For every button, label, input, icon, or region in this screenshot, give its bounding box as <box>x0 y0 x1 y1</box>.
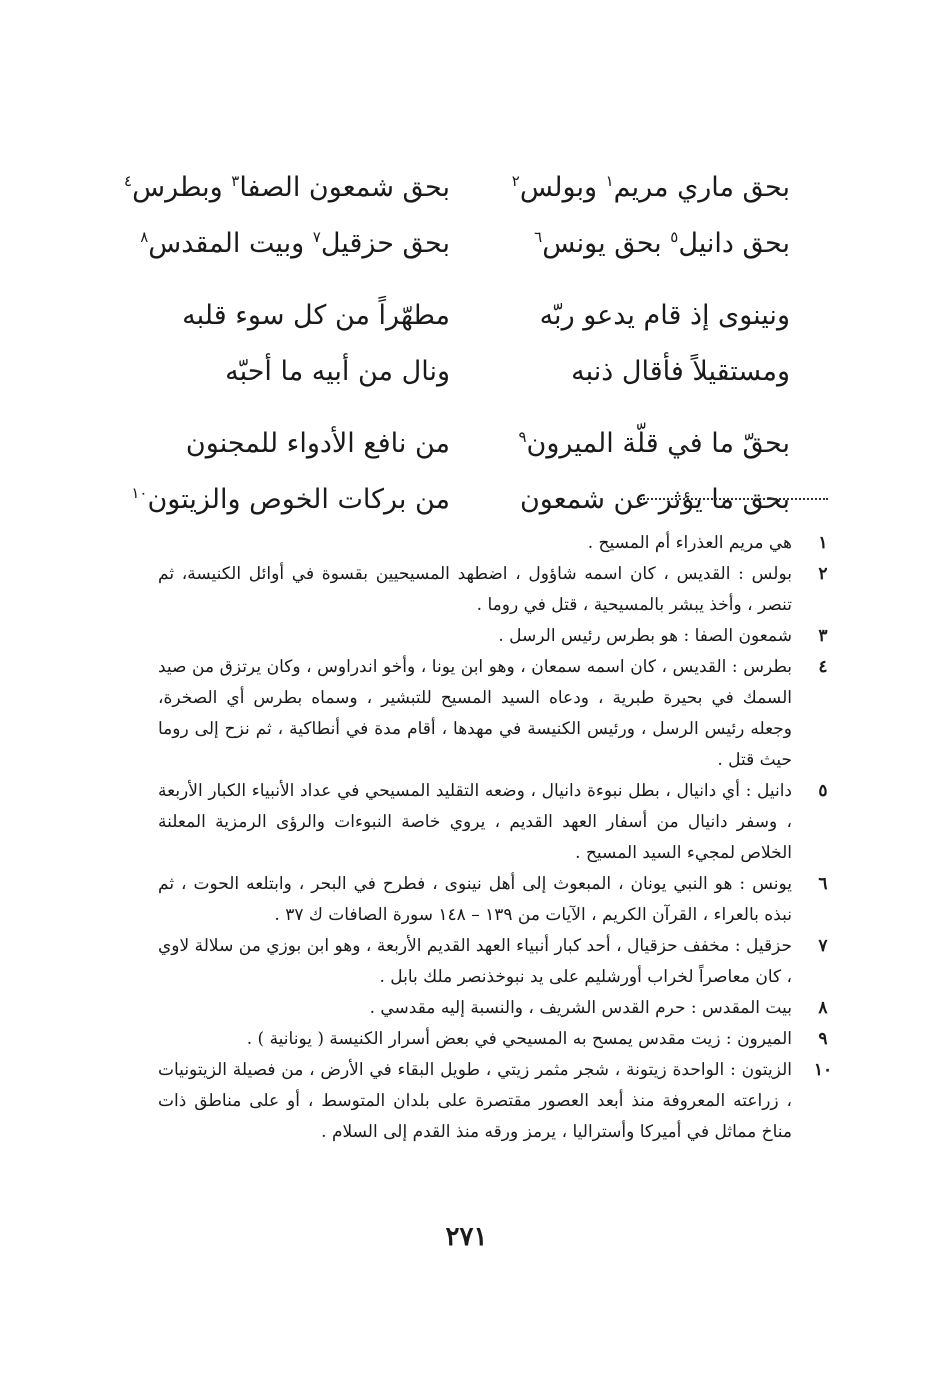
footnote-ref[interactable]: ١٠ <box>131 484 148 502</box>
verse <box>124 160 790 216</box>
footnote-number: ٧ <box>818 936 828 956</box>
footnote-text: يونس : هو النبي يونان ، المبعوث إلى أهل نينوى ، فطرح في البحر ، وابتلعه الحوت ، ثم نبذه بالعراء ، القرآن الكريم ، الآيات من ١٣٩ – ١٤٨ سورة الصافات ك ٣٧ . <box>158 874 792 925</box>
footnote-number: ٢ <box>818 564 828 584</box>
footnote-number: ٤ <box>818 657 828 677</box>
hemistich-first: بحقّ ما في قلّة الميرون$^٩$ <box>518 428 790 459</box>
footnote-2 <box>158 559 838 621</box>
footnote-ref[interactable]: ٥ <box>670 228 679 246</box>
footnote-number: ٣ <box>818 626 828 646</box>
footnote-8 <box>158 993 838 1024</box>
hemistich-second: ونال من أبيه ما أحبّه <box>225 356 450 387</box>
footnote-number: ٦ <box>818 874 828 894</box>
footnote-10 <box>158 1055 838 1148</box>
poem <box>124 160 790 528</box>
footnote-ref[interactable]: ١ <box>605 172 614 190</box>
footnote-number: ٥ <box>818 781 828 801</box>
footnote-number: ١٠ <box>813 1060 833 1080</box>
footnote-text: حزقيل : مخفف حزقيال ، أحد كبار أنبياء العهد القديم الأربعة ، وهو ابن بوزي من سلالة لاوي ، كان معاصراً لخراب أورشليم على يد نبوخذنصر ملك بابل . <box>158 936 792 987</box>
footnote-ref[interactable]: ٣ <box>231 172 240 190</box>
hemistich-first: بحق دانيل$^٥$ بحق يونس$^٦$ <box>534 228 790 259</box>
hemistich-first: بحق ماري مريم$^١$ وبولس$^٢$ <box>511 172 790 203</box>
footnote-ref[interactable]: ٨ <box>140 228 149 246</box>
footnote-ref[interactable]: ٢ <box>511 172 520 190</box>
verse <box>170 416 790 472</box>
stanza-2 <box>170 288 790 400</box>
hemistich-first: ومستقيلاً فأقال ذنبه <box>571 356 790 387</box>
footnote-ref[interactable]: ٦ <box>534 228 543 246</box>
footnote-5 <box>158 776 838 869</box>
footnote-text: بولس : القديس ، كان اسمه شاؤول ، اضطهد المسيحيين بقسوة في أوائل الكنيسة، ثم تنصر ، وأخذ يبشر بالمسيحية ، قتل في روما . <box>158 564 792 615</box>
footnotes <box>158 528 838 1148</box>
footnote-4 <box>158 652 838 776</box>
footnote-number: ١ <box>818 533 828 553</box>
hemistich-second: من نافع الأدواء للمجنون <box>185 428 450 459</box>
footnote-number: ٨ <box>818 998 828 1018</box>
footnote-text: الميرون : زيت مقدس يمسح به المسيحي في بعض أسرار الكنيسة ( يونانية ) . <box>246 1029 792 1049</box>
verse <box>170 288 790 344</box>
footnote-ref[interactable]: ٩ <box>518 428 527 446</box>
hemistich-second: من بركات الخوص والزيتون$^{١٠}$ <box>131 484 450 515</box>
footnote-text: شمعون الصفا : هو بطرس رئيس الرسل . <box>498 626 792 646</box>
page-number: ٢٧١ <box>445 1222 488 1252</box>
footnote-3 <box>158 621 838 652</box>
stanza-1 <box>124 160 790 272</box>
footnote-separator <box>640 498 828 500</box>
verse <box>140 216 790 272</box>
footnote-9 <box>158 1024 838 1055</box>
hemistich-second: بحق حزقيل$^٧$ وبيت المقدس$^٨$ <box>140 228 450 259</box>
footnote-text: الزيتون : الواحدة زيتونة ، شجر مثمر زيتي ، طويل البقاء في الأرض ، من فصيلة الزيتونيات ، زراعته المعروفة منذ أبعد العصور مقتصرة على بلدان المتوسط ، أو على مناطق ذات مناخ مماثل في أميركا وأستراليا ، يرمز ورقه منذ القدم إلى السلام . <box>158 1060 792 1142</box>
verse <box>170 344 790 400</box>
footnote-6 <box>158 869 838 931</box>
footnote-text: بيت المقدس : حرم القدس الشريف ، والنسبة إليه مقدسي . <box>369 998 792 1018</box>
footnote-1 <box>158 528 838 559</box>
footnote-text: هي مريم العذراء أم المسيح . <box>587 533 792 553</box>
hemistich-second: مطهّراً من كل سوء قلبه <box>182 300 450 331</box>
verse <box>131 472 790 528</box>
stanza-3 <box>131 416 790 528</box>
footnote-text: بطرس : القديس ، كان اسمه سمعان ، وهو ابن يونا ، وأخو اندراوس ، وكان يرتزق من صيد السمك في بحيرة طبرية ، ودعاه السيد المسيح للتبشير ، وسماه بطرس أي الصخرة، وجعله رئيس الرسل ، ورئيس الكنيسة في مهدها ، أقام مدة في أنطاكية ، ثم نزح إلى روما حيث قتل . <box>158 657 792 770</box>
footnote-ref[interactable]: ٧ <box>312 228 321 246</box>
hemistich-first: ونينوى إذ قام يدعو ربّه <box>539 300 790 331</box>
footnote-number: ٩ <box>818 1029 828 1049</box>
footnote-ref[interactable]: ٤ <box>124 172 133 190</box>
footnote-text: دانيل : أي دانيال ، بطل نبوءة دانيال ، وضعه التقليد المسيحي في عداد الأنبياء الكبار الأربعة ، وسفر دانيال من أسفار العهد القديم ، يروي خاصة النبوءات والرؤى الرمزية المعلنة الخلاص لمجيء السيد المسيح . <box>158 781 792 863</box>
hemistich-second: بحق شمعون الصفا$^٣$ وبطرس$^٤$ <box>124 172 450 203</box>
footnote-7 <box>158 931 838 993</box>
hemistich-first: بحق ما يؤثر عن شمعون <box>519 484 790 515</box>
